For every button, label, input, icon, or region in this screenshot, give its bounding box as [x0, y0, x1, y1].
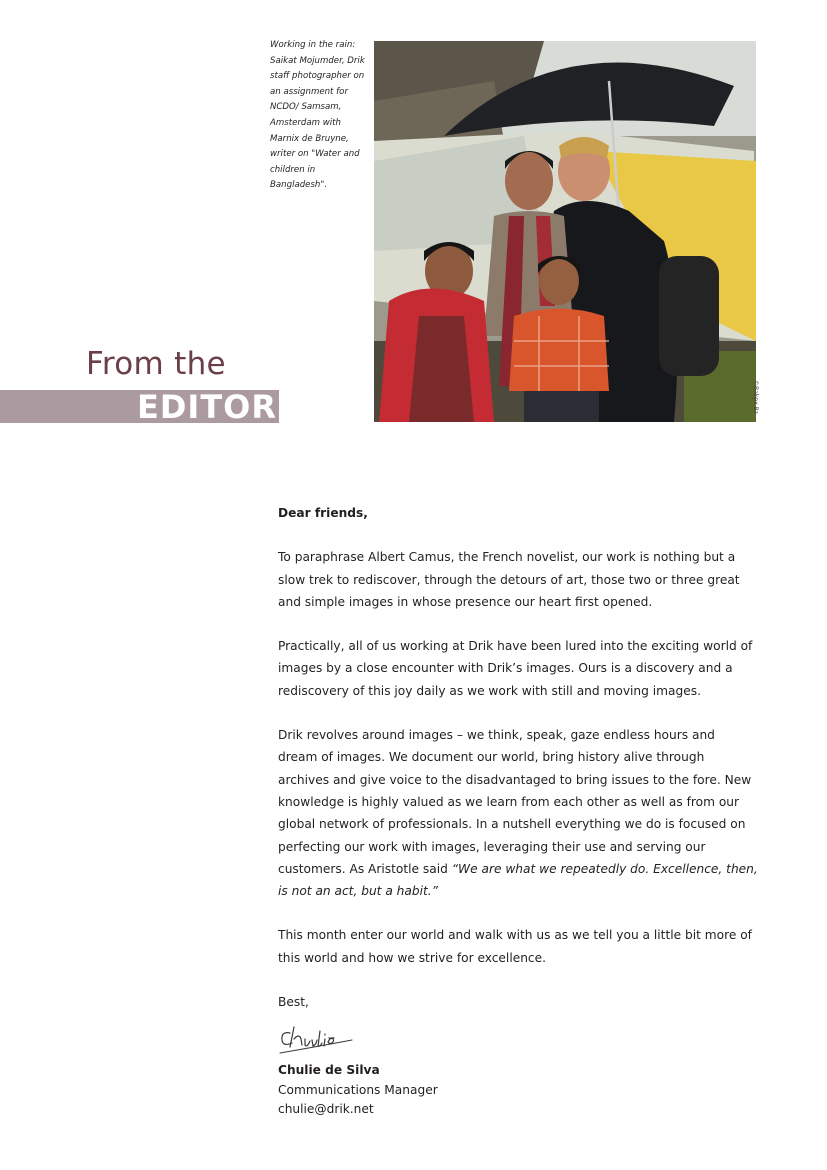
section-heading-band [0, 388, 279, 426]
letter-paragraph-1: To paraphrase Albert Camus, the French novelist, our work is nothing but a slow trek to rediscover, through the detours of art, those two or three great and simple images in whose presence our heart first opened. [278, 550, 740, 609]
letter-paragraph-3-text: Drik revolves around images – we think, speak, gaze endless hours and dream of images. We document our world, bring history alive through archives and give voice to the disadvantaged to bring issues to the fore. New knowledge is highly valued as we learn from each other as well as from our global network of professionals. In a nutshell everything we do is focused on perfecting our work with images, leveraging their use and serving our customers. As Aristotle said [278, 728, 752, 876]
signature-block [278, 1061, 758, 1120]
letter-paragraph-3 [278, 724, 758, 902]
letter-paragraph-2: Practically, all of us working at Drik have been lured into the exciting world of images by a close encounter with Drik’s images. Ours is a discovery and a rediscovery of this joy daily as we work with still and moving images. [278, 639, 753, 698]
aristotle-quote: “We are what we repeatedly do. Excellence, then, is not an act, but a habit.” [278, 861, 758, 899]
photo-illustration [374, 41, 756, 422]
letter-sign-off: Best, [278, 995, 309, 1010]
caption-lead: Working in the rain: [270, 40, 356, 50]
signature-image [278, 1019, 358, 1059]
letter-paragraph-4: This month enter our world and walk with us as we tell you a little bit more of this world and how we strive for excellence. [278, 928, 752, 965]
author-email[interactable]: chulie@drik.net [278, 1102, 374, 1117]
photo-credit: ©Bakpx Bz [752, 380, 759, 414]
editor-letter [278, 502, 758, 1120]
letter-greeting: Dear friends, [278, 506, 368, 520]
photo-caption [270, 38, 366, 194]
caption-body: Saikat Mojumder, Drik staff photographer on an assignment for NCDO/ Samsam, Amsterdam with Marnix de Bruyne, writer on "Water and children in Bangladesh". [270, 55, 365, 191]
author-title: Communications Manager [278, 1082, 438, 1097]
author-name: Chulie de Silva [278, 1063, 380, 1078]
editor-photo [374, 41, 756, 422]
section-heading-title: EDITOR [137, 388, 277, 426]
section-heading-prefix: From the [86, 346, 226, 382]
